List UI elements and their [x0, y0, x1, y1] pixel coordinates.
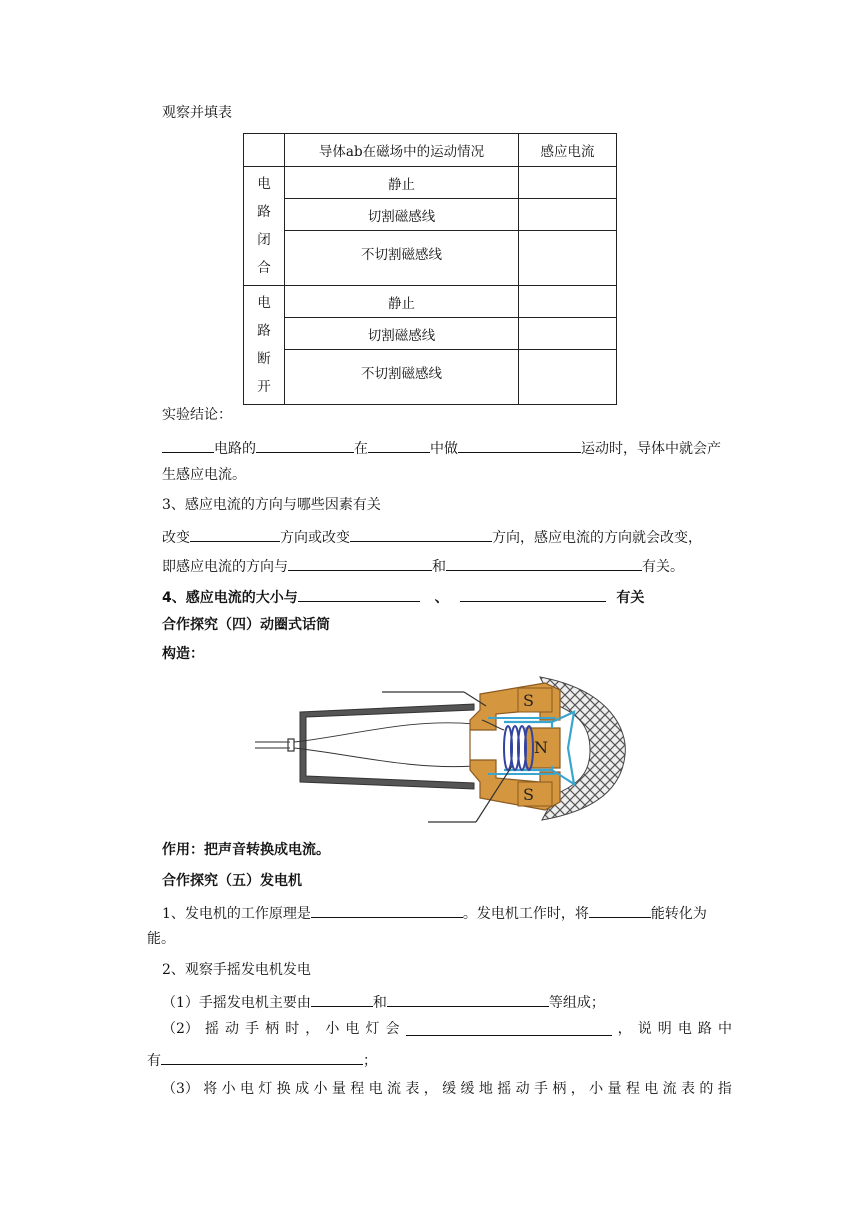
fill-blank[interactable] [190, 525, 280, 542]
table-answer-cell[interactable] [519, 350, 617, 405]
fill-blank[interactable] [298, 585, 420, 602]
fill-blank[interactable] [387, 990, 549, 1007]
generator-observe: 2、观察手摇发电机发电 [162, 962, 311, 978]
group-label-closed: 电 路 闭 合 [244, 167, 285, 286]
generator-q1: （1）手摇发电机主要由 和 等组成； [162, 990, 605, 1013]
observe-title: 观察并填表 [162, 105, 232, 121]
svg-text:N: N [534, 738, 548, 757]
fill-blank[interactable] [589, 901, 651, 918]
q3-line-2: 即感应电流的方向与 和 有关。 [162, 554, 684, 577]
section4-title: 合作探究（四）动圈式话筒 [162, 617, 330, 633]
housing [300, 704, 474, 789]
generator-line-1: 1、发电机的工作原理是 。发电机工作时，将 能转化为 [162, 901, 707, 924]
table-row-label: 切割磁感线 [285, 318, 519, 350]
structure-label: 构造： [162, 646, 204, 662]
table-header-motion: 导体ab在磁场中的运动情况 [285, 134, 519, 167]
table-header-current: 感应电流 [519, 134, 617, 167]
fill-blank[interactable] [162, 436, 214, 453]
conclusion-line-2: 生感应电流。 [162, 467, 246, 483]
generator-q2b: 有 ； [147, 1048, 377, 1071]
fill-blank[interactable] [458, 436, 581, 453]
table-row-label: 不切割磁感线 [285, 350, 519, 405]
generator-line-1b: 能。 [147, 931, 175, 947]
section5-title: 合作探究（五）发电机 [162, 873, 302, 889]
table-answer-cell[interactable] [519, 318, 617, 350]
q4-line: 4、感应电流的大小与 、 有关 [162, 585, 644, 608]
fill-blank[interactable] [350, 525, 492, 542]
observation-table [243, 133, 617, 405]
conclusion-line: 电路的 在 中做 运动时，导体中就会产 [162, 436, 721, 459]
table-row-label: 切割磁感线 [285, 199, 519, 231]
table-row-label: 静止 [285, 286, 519, 318]
generator-q2: （2） 摇 动 手 柄 时 ， 小 电 灯 会 ， 说 明 电 路 中 [162, 1021, 732, 1037]
microphone-diagram [250, 670, 630, 830]
table-answer-cell[interactable] [519, 199, 617, 231]
table-answer-cell[interactable] [519, 231, 617, 286]
fill-blank[interactable] [460, 585, 606, 602]
svg-text:S: S [523, 785, 534, 804]
table-row-label: 不切割磁感线 [285, 231, 519, 286]
table-row-label: 静止 [285, 167, 519, 199]
generator-q3: （3） 将 小 电 灯 换 成 小 量 程 电 流 表 ， 缓 缓 地 摇 动 手 柄 ， 小 量 程 电 流 表 的 指 [162, 1081, 732, 1097]
svg-text:S: S [523, 691, 534, 710]
table-answer-cell[interactable] [519, 286, 617, 318]
table-header-blank [244, 134, 285, 167]
group-label-open: 电 路 断 开 [244, 286, 285, 405]
fill-blank[interactable] [288, 554, 432, 571]
fill-blank[interactable] [256, 436, 354, 453]
conclusion-label: 实验结论： [162, 407, 232, 423]
fill-blank[interactable] [161, 1048, 363, 1065]
fill-blank[interactable] [368, 436, 430, 453]
fill-blank[interactable] [446, 554, 642, 571]
fill-blank[interactable] [311, 990, 373, 1007]
q3-line-1: 改变 方向或改变 方向，感应电流的方向就会改变， [162, 525, 702, 548]
fill-blank[interactable] [311, 901, 463, 918]
fill-blank[interactable] [406, 1019, 612, 1036]
function-text: 作用：把声音转换成电流。 [162, 842, 330, 858]
q3-title: 3、感应电流的方向与哪些因素有关 [162, 497, 381, 513]
table-answer-cell[interactable] [519, 167, 617, 199]
